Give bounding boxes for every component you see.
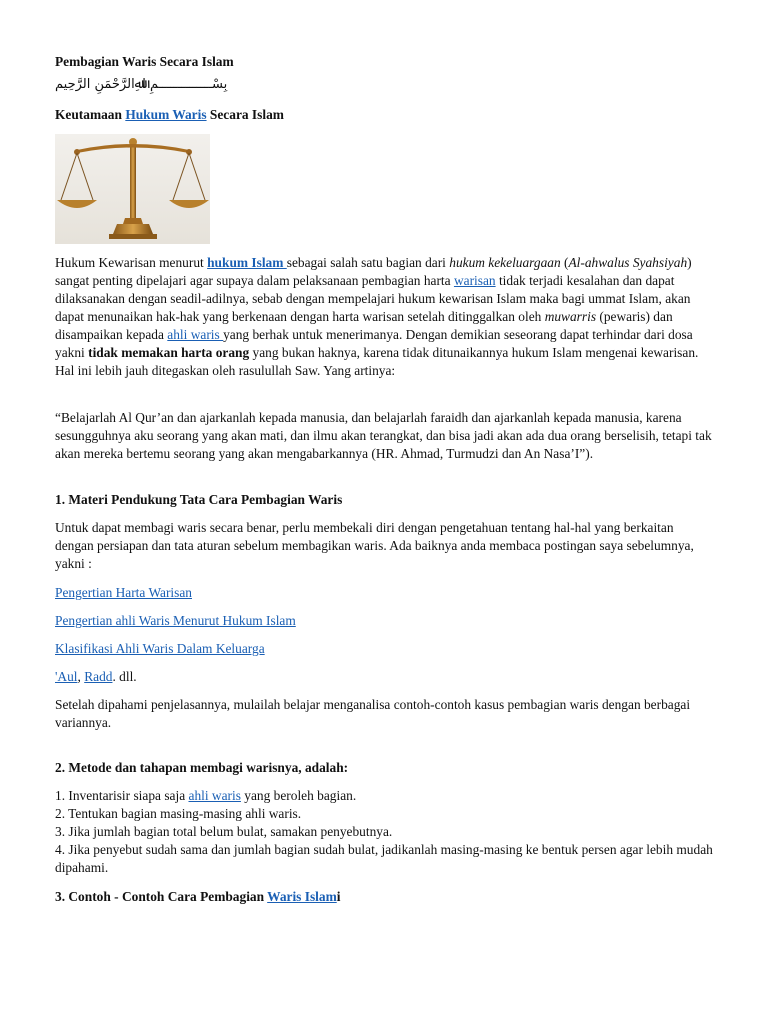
- intro-text: yang bukan haknya, karena tidak ditunaikannya hukum Islam mengenai kewarisan. Hal ini lebih jauh ditegaskan oleh rasulullah Saw. Yang artinya:: [55, 345, 699, 378]
- waris-islam-link[interactable]: Waris Islam: [267, 889, 337, 904]
- intro-text: yang berhak untuk menerimanya. Dengan demikian seseorang dapat terhindar dari dosa yakni: [55, 327, 693, 360]
- step-item: 4. Jika penyebut sudah sama dan jumlah bagian sudah bulat, jadikanlah masing-masing ke bentuk persen agar lebih mudah dipahami.: [55, 842, 713, 875]
- step-item: [55, 787, 715, 805]
- intro-text: Hukum Kewarisan menurut: [55, 255, 208, 270]
- link-pengertian-ahli-waris-line: [55, 612, 715, 630]
- document-title: Pembagian Waris Secara Islam: [55, 54, 234, 69]
- heading-text: Keutamaan: [55, 107, 126, 122]
- separator-text: ,: [77, 669, 85, 684]
- intro-bold: tidak memakan harta orang: [88, 345, 250, 360]
- klasifikasi-ahli-waris-link[interactable]: Klasifikasi Ahli Waris Dalam Keluarga: [55, 641, 265, 656]
- link-pengertian-harta-warisan-line: [55, 584, 715, 602]
- link-klasifikasi-ahli-waris-line: [55, 640, 715, 658]
- intro-text: tidak terjadi kesalahan dan dapat dilaksanakan dengan seadil-adilnya, sebab dengan mempelajari hukum kewarisan Islam maka bagi ummat Islam, akan dapat menunaikan hak-hak yang berkenaan dengan harta warisan setelah ditinggalkan oleh: [55, 273, 691, 324]
- intro-text: ) sangat penting dipelajari agar supaya dalam pelaksanaan pembagian harta: [55, 255, 692, 288]
- intro-text: (: [560, 255, 569, 270]
- section3-text: 3. Contoh - Contoh Cara Pembagian: [55, 889, 268, 904]
- hadith-quote: “Belajarlah Al Qur’an dan ajarkanlah kepada manusia, dan belajarlah faraidh dan ajarkanlah kepada manusia, karena sesungguhnya aku seorang yang akan mati, dan ilmu akan terangkat, dan bisa jadi akan ada dua orang berselisih, tetapi tak akan mereka bertemu seorang yang akan mengabarkannya (HR. Ahmad, Turmudzi dan An Nasa’I”).: [55, 410, 712, 461]
- step-text: yang beroleh bagian.: [240, 788, 357, 803]
- aul-radd-line: [55, 668, 715, 686]
- ahli-waris-link[interactable]: ahli waris: [167, 327, 224, 342]
- basmala-line: [55, 75, 715, 94]
- ahli-waris-step-link[interactable]: ahli waris: [188, 788, 241, 803]
- scales-of-justice-icon: [55, 134, 210, 244]
- intro-text: (pewaris) dan disampaikan kepada: [55, 309, 673, 342]
- intro-text: sebagai salah satu bagian dari: [286, 255, 450, 270]
- section-heading-keutamaan: [55, 106, 715, 124]
- step-item: 2. Tentukan bagian masing-masing ahli waris.: [55, 806, 302, 821]
- intro-paragraph: [55, 254, 715, 380]
- steps-list: [55, 787, 715, 877]
- dll-text: . dll.: [112, 669, 137, 684]
- intro-italic: hukum kekeluargaan: [449, 255, 561, 270]
- section3-heading: [55, 888, 715, 906]
- scales-of-justice-image: [55, 134, 210, 244]
- section1-heading: 1. Materi Pendukung Tata Cara Pembagian Waris: [55, 492, 343, 507]
- step-item: 3. Jika jumlah bagian total belum bulat, samakan penyebutnya.: [55, 824, 393, 839]
- intro-italic: muwarris: [544, 309, 597, 324]
- basmala-text: بِسْــــــــــــــمِ اﷲِالرَّحْمَنِ الرَّحِيم: [55, 77, 228, 92]
- warisan-link[interactable]: warisan: [453, 273, 496, 288]
- section3-text-end: i: [336, 889, 341, 904]
- section1-paragraph: Untuk dapat membagi waris secara benar, perlu membekali diri dengan pengetahuan tentang hal-hal yang berkaitan dengan persiapan dan tata aturan sebelum membagikan waris. Ada baiknya anda membaca postingan saya sebelumnya, yakni :: [55, 520, 694, 571]
- intro-italic: Al-ahwalus Syahsiyah: [568, 255, 688, 270]
- heading-text-end: Secara Islam: [206, 107, 284, 122]
- hukum-waris-link[interactable]: Hukum Waris: [125, 107, 207, 122]
- section1-after-paragraph: Setelah dipahami penjelasannya, mulailah belajar menganalisa contoh-contoh kasus pembagian waris dengan berbagai variannya.: [55, 697, 691, 730]
- section2-heading: 2. Metode dan tahapan membagi warisnya, adalah:: [55, 760, 349, 775]
- aul-link[interactable]: 'Aul: [55, 669, 78, 684]
- pengertian-ahli-waris-link[interactable]: Pengertian ahli Waris Menurut Hukum Islam: [55, 613, 296, 628]
- pengertian-harta-warisan-link[interactable]: Pengertian Harta Warisan: [55, 585, 192, 600]
- step-text: 1. Inventarisir siapa saja: [55, 788, 189, 803]
- hukum-islam-link[interactable]: hukum Islam: [207, 255, 287, 270]
- radd-link[interactable]: Radd: [84, 669, 113, 684]
